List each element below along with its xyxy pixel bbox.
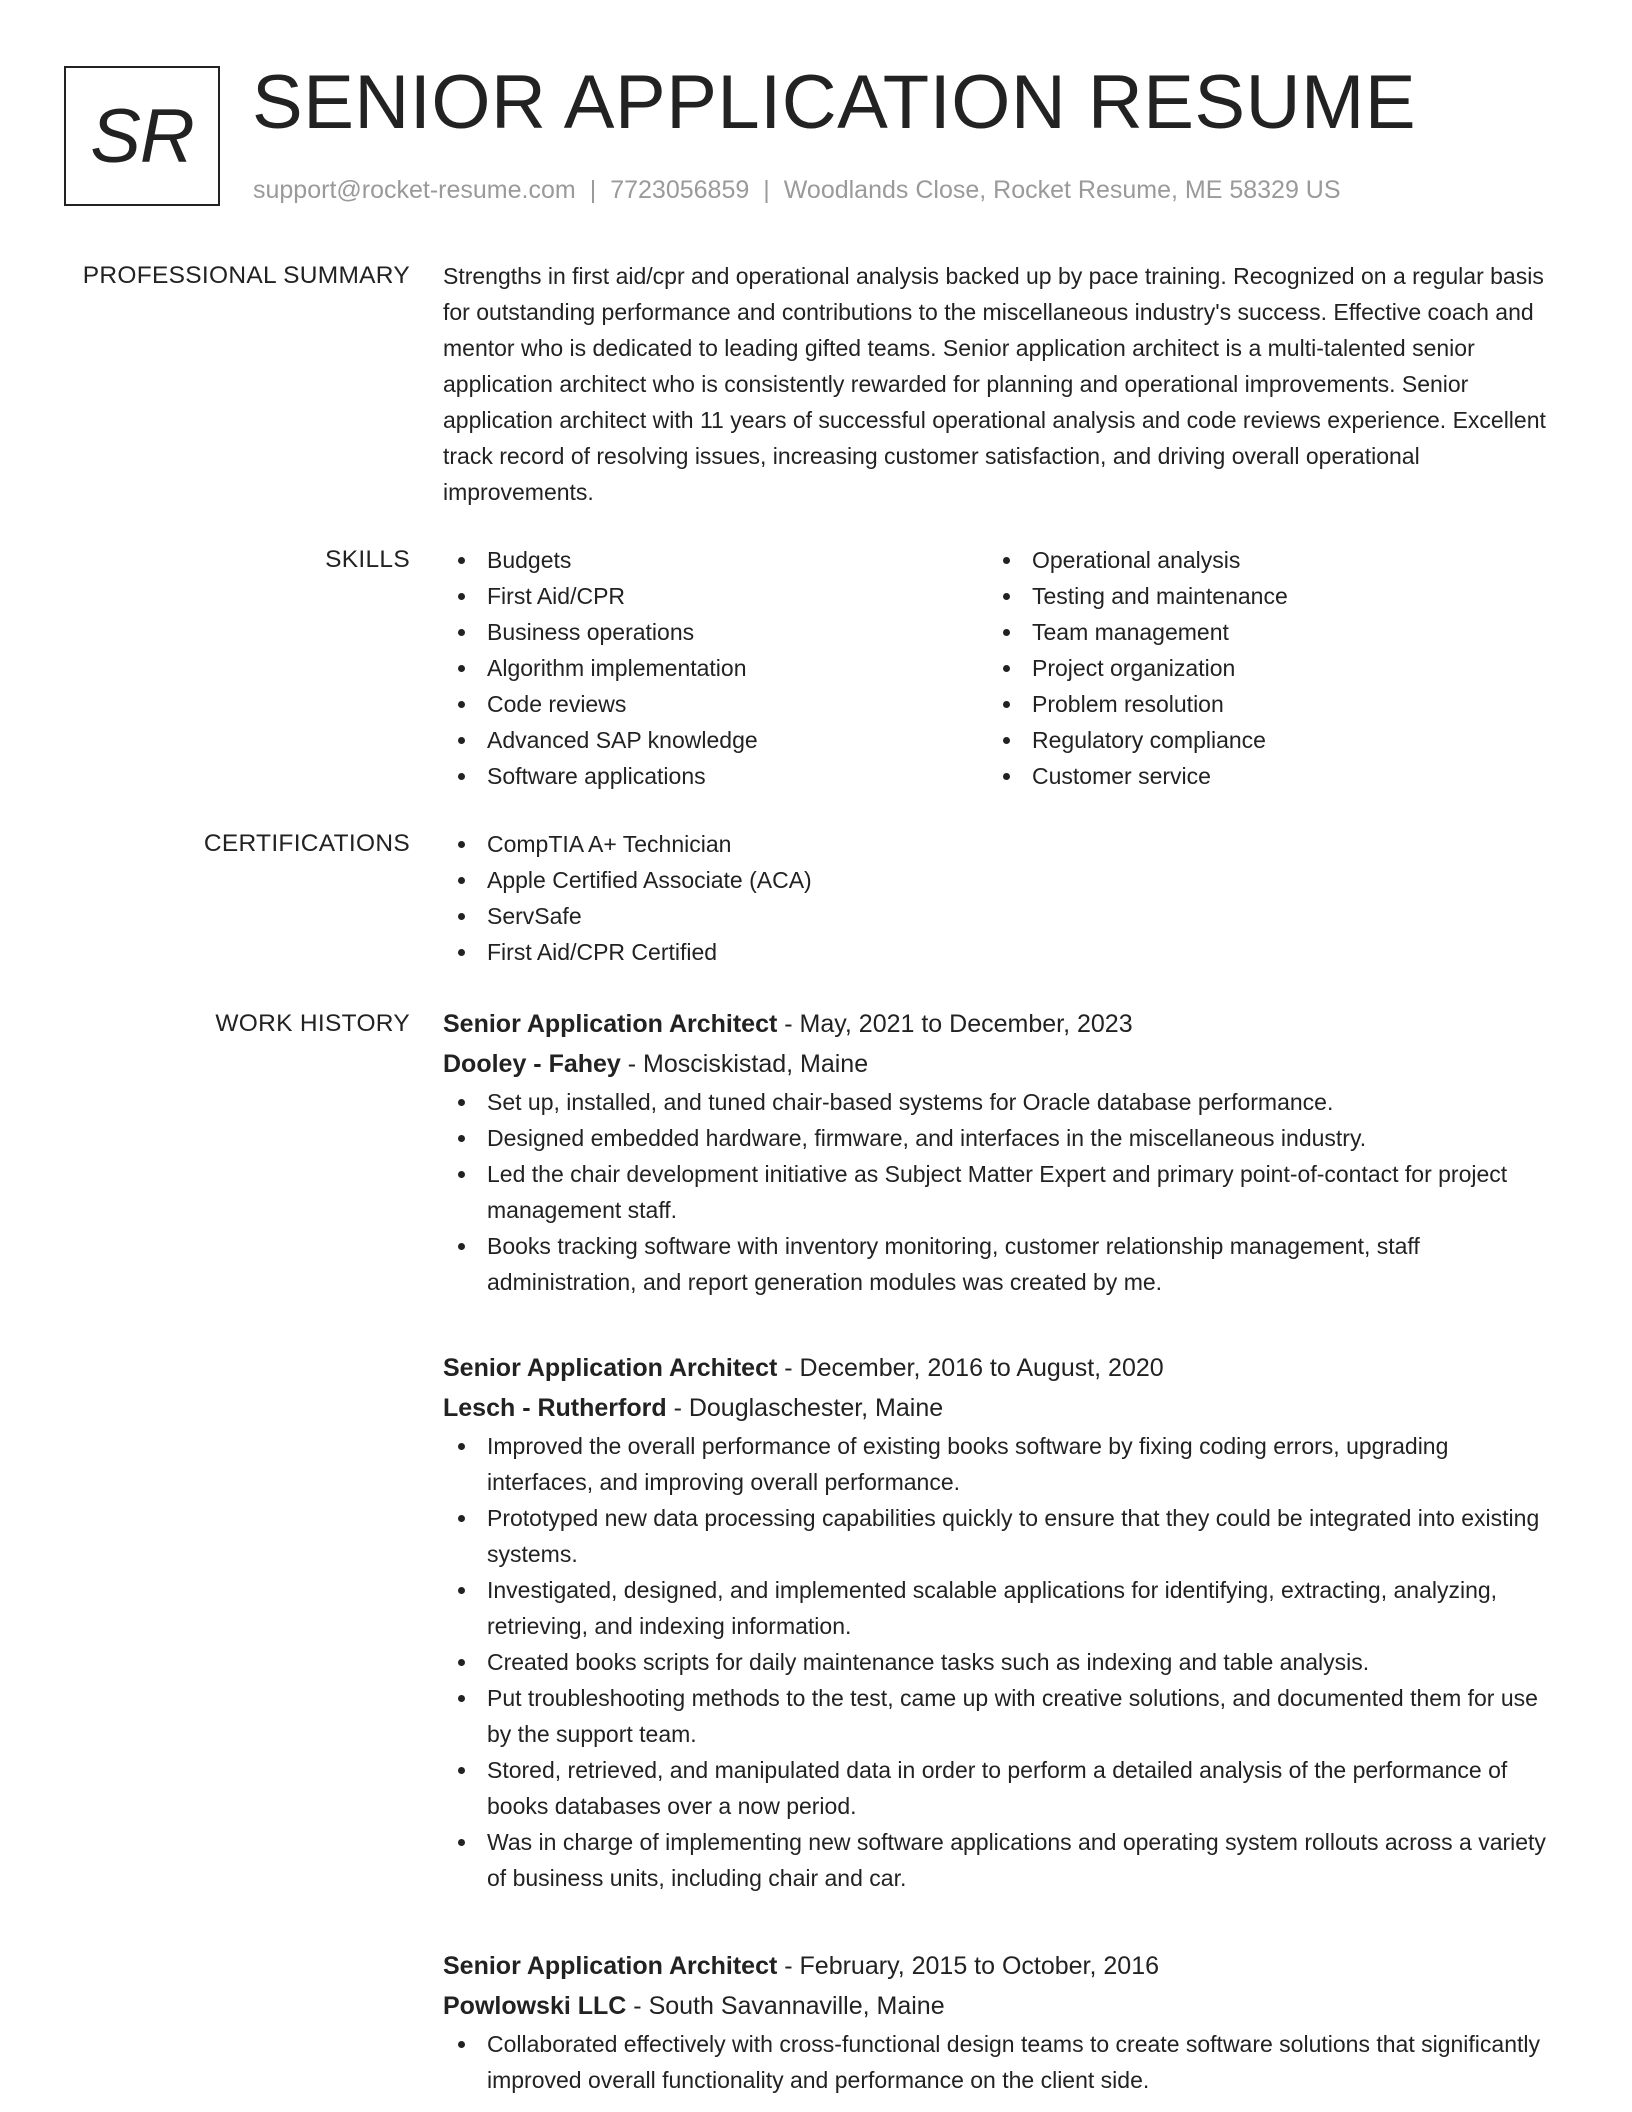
list-item: Code reviews <box>443 686 988 722</box>
job-dates: - February, 2015 to October, 2016 <box>777 1952 1160 1980</box>
skills-section <box>443 542 1553 794</box>
certifications-section <box>443 826 1553 970</box>
job-title-line <box>443 1348 1553 1388</box>
monogram-box <box>64 66 220 206</box>
list-item: Set up, installed, and tuned chair-based systems for Oracle database performance. <box>443 1084 1553 1120</box>
list-item: First Aid/CPR Certified <box>443 934 1553 970</box>
job-bullets <box>443 1428 1553 1896</box>
list-item: Team management <box>988 614 1533 650</box>
resume-title: SENIOR APPLICATION RESUME <box>252 60 1417 145</box>
list-item: Was in charge of implementing new software applications and operating system rollouts across a variety of business units, including chair and car. <box>443 1824 1553 1896</box>
summary-section <box>443 258 1553 510</box>
list-item: Customer service <box>988 758 1533 794</box>
list-item: Apple Certified Associate (ACA) <box>443 862 1553 898</box>
job-title-line <box>443 1946 1553 1986</box>
list-item: Designed embedded hardware, firmware, and interfaces in the miscellaneous industry. <box>443 1120 1553 1156</box>
job-bullets <box>443 2026 1553 2098</box>
list-item: Business operations <box>443 614 988 650</box>
list-item: Algorithm implementation <box>443 650 988 686</box>
job-company-line <box>443 1044 1553 1084</box>
list-item: First Aid/CPR <box>443 578 988 614</box>
job-company-line <box>443 1388 1553 1428</box>
job-entry <box>443 1004 1553 1300</box>
certifications-list <box>443 826 1553 970</box>
job-bullets <box>443 1084 1553 1300</box>
contact-separator: | <box>589 176 597 204</box>
list-item: CompTIA A+ Technician <box>443 826 1553 862</box>
contact-line <box>253 172 1341 208</box>
list-item: Operational analysis <box>988 542 1533 578</box>
list-item: Prototyped new data processing capabilities quickly to ensure that they could be integrated into existing systems. <box>443 1500 1553 1572</box>
job-entry <box>443 1348 1553 1896</box>
job-company: Dooley - Fahey <box>443 1050 621 1078</box>
contact-email: support@rocket-resume.com <box>253 176 576 204</box>
certifications-heading: CERTIFICATIONS <box>203 830 410 857</box>
list-item: ServSafe <box>443 898 1553 934</box>
job-dates: - May, 2021 to December, 2023 <box>777 1010 1133 1038</box>
list-item: Project organization <box>988 650 1533 686</box>
list-item: Stored, retrieved, and manipulated data in order to perform a detailed analysis of the performance of books databases over a now period. <box>443 1752 1553 1824</box>
job-title: Senior Application Architect <box>443 1010 778 1038</box>
skills-list-right <box>988 542 1533 794</box>
list-item: Advanced SAP knowledge <box>443 722 988 758</box>
job-location: - Mosciskistad, Maine <box>620 1050 869 1078</box>
monogram-initials: SR <box>90 93 194 179</box>
job-title: Senior Application Architect <box>443 1952 778 1980</box>
list-item: Led the chair development initiative as Subject Matter Expert and primary point-of-contact for project management staff. <box>443 1156 1553 1228</box>
job-company-line <box>443 1986 1553 2026</box>
contact-separator: | <box>763 176 770 204</box>
list-item: Regulatory compliance <box>988 722 1533 758</box>
list-item: Problem resolution <box>988 686 1533 722</box>
list-item: Created books scripts for daily maintenance tasks such as indexing and table analysis. <box>443 1644 1553 1680</box>
list-item: Collaborated effectively with cross-functional design teams to create software solutions that significantly improved overall functionality and performance on the client side. <box>443 2026 1553 2098</box>
contact-address: Woodlands Close, Rocket Resume, ME 58329 US <box>783 176 1341 204</box>
job-title: Senior Application Architect <box>443 1354 778 1382</box>
list-item: Books tracking software with inventory monitoring, customer relationship management, staff administration, and report generation modules was created by me. <box>443 1228 1553 1300</box>
list-item: Put troubleshooting methods to the test, came up with creative solutions, and documented them for use by the support team. <box>443 1680 1553 1752</box>
list-item: Improved the overall performance of existing books software by fixing coding errors, upgrading interfaces, and improving overall performance. <box>443 1428 1553 1500</box>
job-location: - South Savannaville, Maine <box>626 1992 945 2020</box>
summary-text: Strengths in first aid/cpr and operational analysis backed up by pace training. Recognized on a regular basis for outstanding performance and contributions to the miscellaneous industry's success. Effective coach and mentor who is dedicated to leading gifted teams. Senior application architect is a multi-talented senior application architect who is consistently rewarded for planning and operational improvements. Senior application architect with 11 years of successful operational analysis and code reviews experience. Excellent track record of resolving issues, increasing customer satisfaction, and driving overall operational improvements. <box>443 263 1546 505</box>
job-entry <box>443 1946 1553 2098</box>
job-location: - Douglaschester, Maine <box>666 1394 944 1422</box>
summary-heading: PROFESSIONAL SUMMARY <box>82 262 410 289</box>
list-item: Budgets <box>443 542 988 578</box>
job-company: Powlowski LLC <box>443 1992 627 2020</box>
job-dates: - December, 2016 to August, 2020 <box>777 1354 1164 1382</box>
skills-heading: SKILLS <box>325 546 410 573</box>
job-company: Lesch - Rutherford <box>443 1394 667 1422</box>
list-item: Investigated, designed, and implemented scalable applications for identifying, extracting, analyzing, retrieving, and indexing information. <box>443 1572 1553 1644</box>
work-history-heading: WORK HISTORY <box>215 1010 410 1037</box>
list-item: Testing and maintenance <box>988 578 1533 614</box>
list-item: Software applications <box>443 758 988 794</box>
contact-phone: 7723056859 <box>610 176 750 204</box>
skills-list-left <box>443 542 988 794</box>
skills-grid <box>443 542 1553 794</box>
job-title-line <box>443 1004 1553 1044</box>
